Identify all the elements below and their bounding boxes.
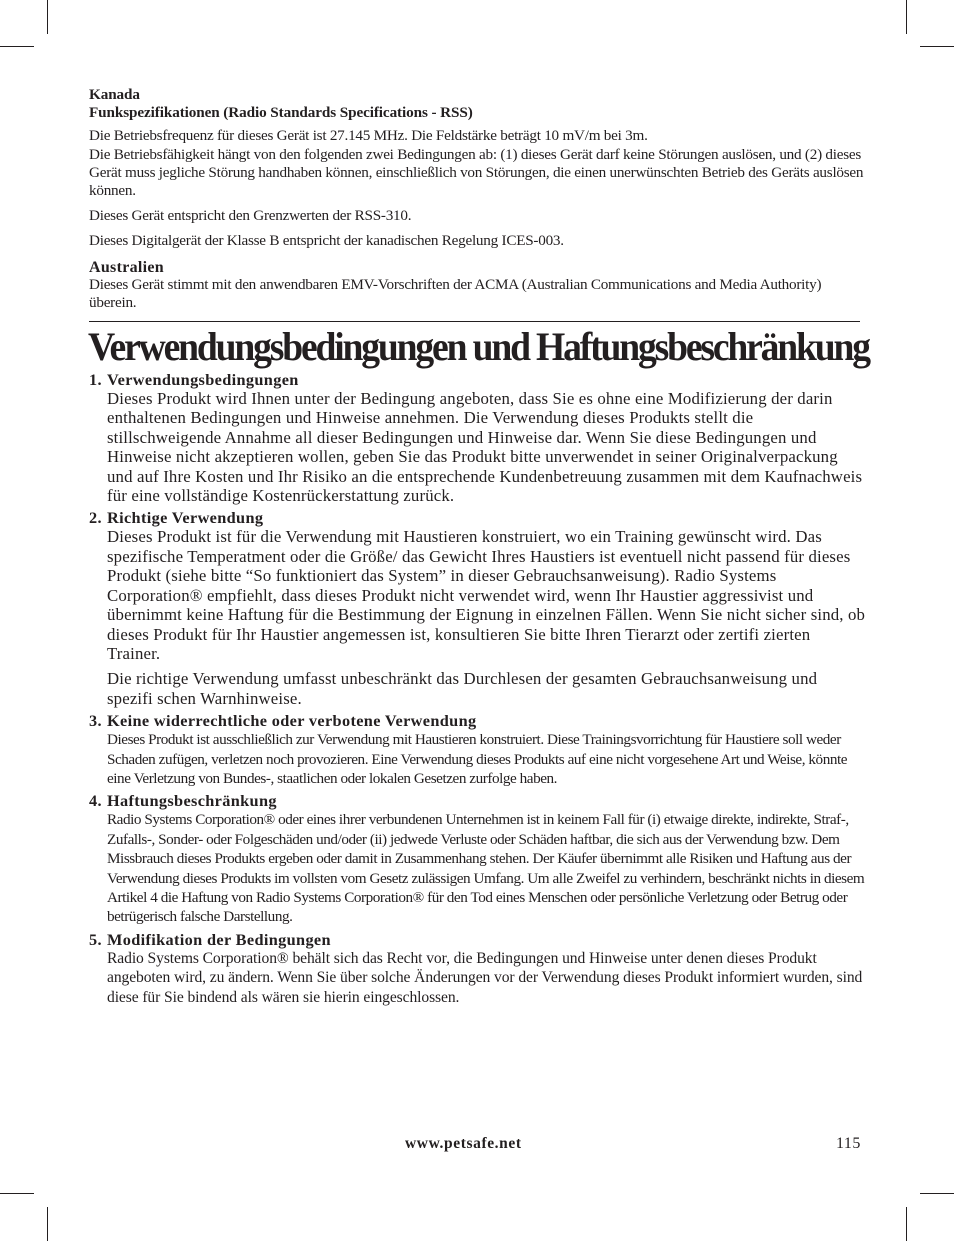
section-paragraph: Radio Systems Corporation® behält sich das Recht vor, die Bedingungen und Hinweise unter denen dieses Produkt angeboten wird, zu ändern. Wenn Sie über solche Änderungen vor der Verwendung dieses Produkt informiert wurden, sind diese für Sie bindend als wären sie hierin eingeschlossen. [107, 949, 863, 1006]
crop-mark [920, 1193, 954, 1194]
crop-mark [0, 1193, 34, 1194]
section-2 [89, 508, 867, 708]
australia-heading: Australien [89, 258, 164, 276]
section-paragraph: Radio Systems Corporation® oder eines ihrer verbundenen Unternehmen ist in keinem Fall für (i) etwaige direkte, indirekte, Straf-, Zufalls-, Sonder- oder Folgeschäden und/oder (ii) jedwede Verluste oder Schäden haftbar, die sich aus der Verwendung bzw. Dem Missbrauch dieses Produkts ergeben oder damit in Zusammenhang stehen. Der Käufer übernimmt alle Risiken und Haftung aus der Verwendung dieses Produkts im vollsten vom Gesetz zulässigen Umfang. Um alle Zweifel zu verhindern, beschränkt nichts in diesem Artikel 4 die Haftung von Radio Systems Corporation® für den Tod eines Menschen oder persönliche Verletzung oder Betrug oder betrügerisch falsche Darstellung. [107, 811, 865, 926]
section-4 [89, 791, 867, 926]
crop-mark [906, 0, 907, 34]
section-number: 3. [89, 711, 102, 731]
page-content [89, 86, 867, 1007]
crop-mark [906, 1207, 907, 1241]
section-paragraph: Dieses Produkt ist ausschließlich zur Verwendung mit Haustieren konstruiert. Diese Trainingsvorrichtung für Haustiere soll weder Schaden zufügen, verletzen noch provozieren. Eine Verwendung dieses Produkts auf eine nicht vorgesehene Art und Weise, könnte eine Verletzung von Bundes-, staatlichen oder lokalen Gesetzen zurfolge haben. [107, 731, 848, 787]
crop-mark [0, 46, 34, 47]
divider [89, 321, 860, 322]
rss-compliance-text: Dieses Gerät entspricht den Grenzwerten der RSS-310. [89, 207, 412, 225]
radio-spec-heading: Funkspezifikationen (Radio Standards Specifications - RSS) [89, 104, 473, 122]
crop-mark [920, 46, 954, 47]
operation-conditions-text: Die Betriebsfähigkeit hängt von den folgenden zwei Bedingungen ab: (1) dieses Gerät darf keine Störungen auslösen, und (2) dieses Gerät muss jegliche Störung handhaben können, einschließlich von Störungen, die einen unerwünschten Betrieb des Geräts auslösen können. [89, 145, 864, 200]
section-heading: Richtige Verwendung [107, 508, 264, 528]
website-url: www.petsafe.net [405, 1135, 522, 1152]
section-number: 1. [89, 370, 102, 390]
section-heading: Haftungsbeschränkung [107, 791, 277, 811]
section-1 [89, 370, 867, 505]
section-number: 4. [89, 791, 102, 811]
section-5 [89, 930, 867, 1007]
crop-mark [47, 0, 48, 34]
section-paragraph: Die richtige Verwendung umfasst unbeschränkt das Durchlesen der gesamten Gebrauchsanweisung und spezifi schen Warnhinweise. [107, 669, 818, 708]
section-number: 5. [89, 929, 102, 949]
section-heading: Keine widerrechtliche oder verbotene Verwendung [107, 711, 477, 731]
frequency-text: Die Betriebsfrequenz für dieses Gerät ist 27.145 MHz. Die Feldstärke beträgt 10 mV/m bei 3m. [89, 127, 648, 145]
section-paragraph: Dieses Produkt wird Ihnen unter der Bedingung angeboten, dass Sie es ohne eine Modifizierung der darin enthaltenen Bedingungen und Hinweise annehmen. Die Verwendung dieses Produkts stellt die stillschweigende Annahme all dieser Bedingungen und Hinweise dar. Wenn Sie diese Bedingungen und Hinweise nicht akzeptieren wollen, geben Sie das Produkt bitte unverwendet in seiner Originalverpackung und auf Ihre Kosten und Ihr Risiko an die entsprechende Kundenbetreuung zusammen mit dem Kaufnachweis für eine vollständige Kostenrückerstattung zurück. [107, 389, 863, 506]
section-heading: Verwendungsbedingungen [107, 370, 299, 390]
regulatory-notices [89, 86, 867, 312]
canada-heading: Kanada [89, 86, 140, 103]
crop-mark [47, 1207, 48, 1241]
australia-text: Dieses Gerät stimmt mit den anwendbaren EMV-Vorschriften der ACMA (Australian Communications and Media Authority) überein. [89, 275, 822, 311]
section-paragraph: Dieses Produkt ist für die Verwendung mit Haustieren konstruiert, wo ein Training gewünscht wird. Das spezifische Temperatment oder die Größe/ das Gewicht Ihres Haustiers ist eventuell nicht passend für dieses Produkt (siehe bitte “So funktioniert das System” in dieser Gebrauchsanweisung). Radio Systems Corporation® empfiehlt, dass dieses Produkt nicht verwendet wird, wenn Ihr Haustier aggressivist und übernimmt keine Haftung für die Bestimmung der Eignung in einzelnen Fällen. Wenn Sie nicht sicher sind, ob dieses Produkt für Ihr Haustier angemessen ist, konsultieren Sie bitte Ihren Tierarzt oder zertifi zierten Trainer. [107, 527, 866, 663]
section-number: 2. [89, 508, 102, 528]
section-3 [89, 711, 867, 788]
page-number: 115 [836, 1135, 861, 1152]
page-title: Verwendungsbedingungen und Haftungsbeschränkung [88, 324, 869, 370]
ices-compliance-text: Dieses Digitalgerät der Klasse B entspricht der kanadischen Regelung ICES-003. [89, 232, 564, 250]
section-heading: Modifikation der Bedingungen [107, 929, 331, 949]
